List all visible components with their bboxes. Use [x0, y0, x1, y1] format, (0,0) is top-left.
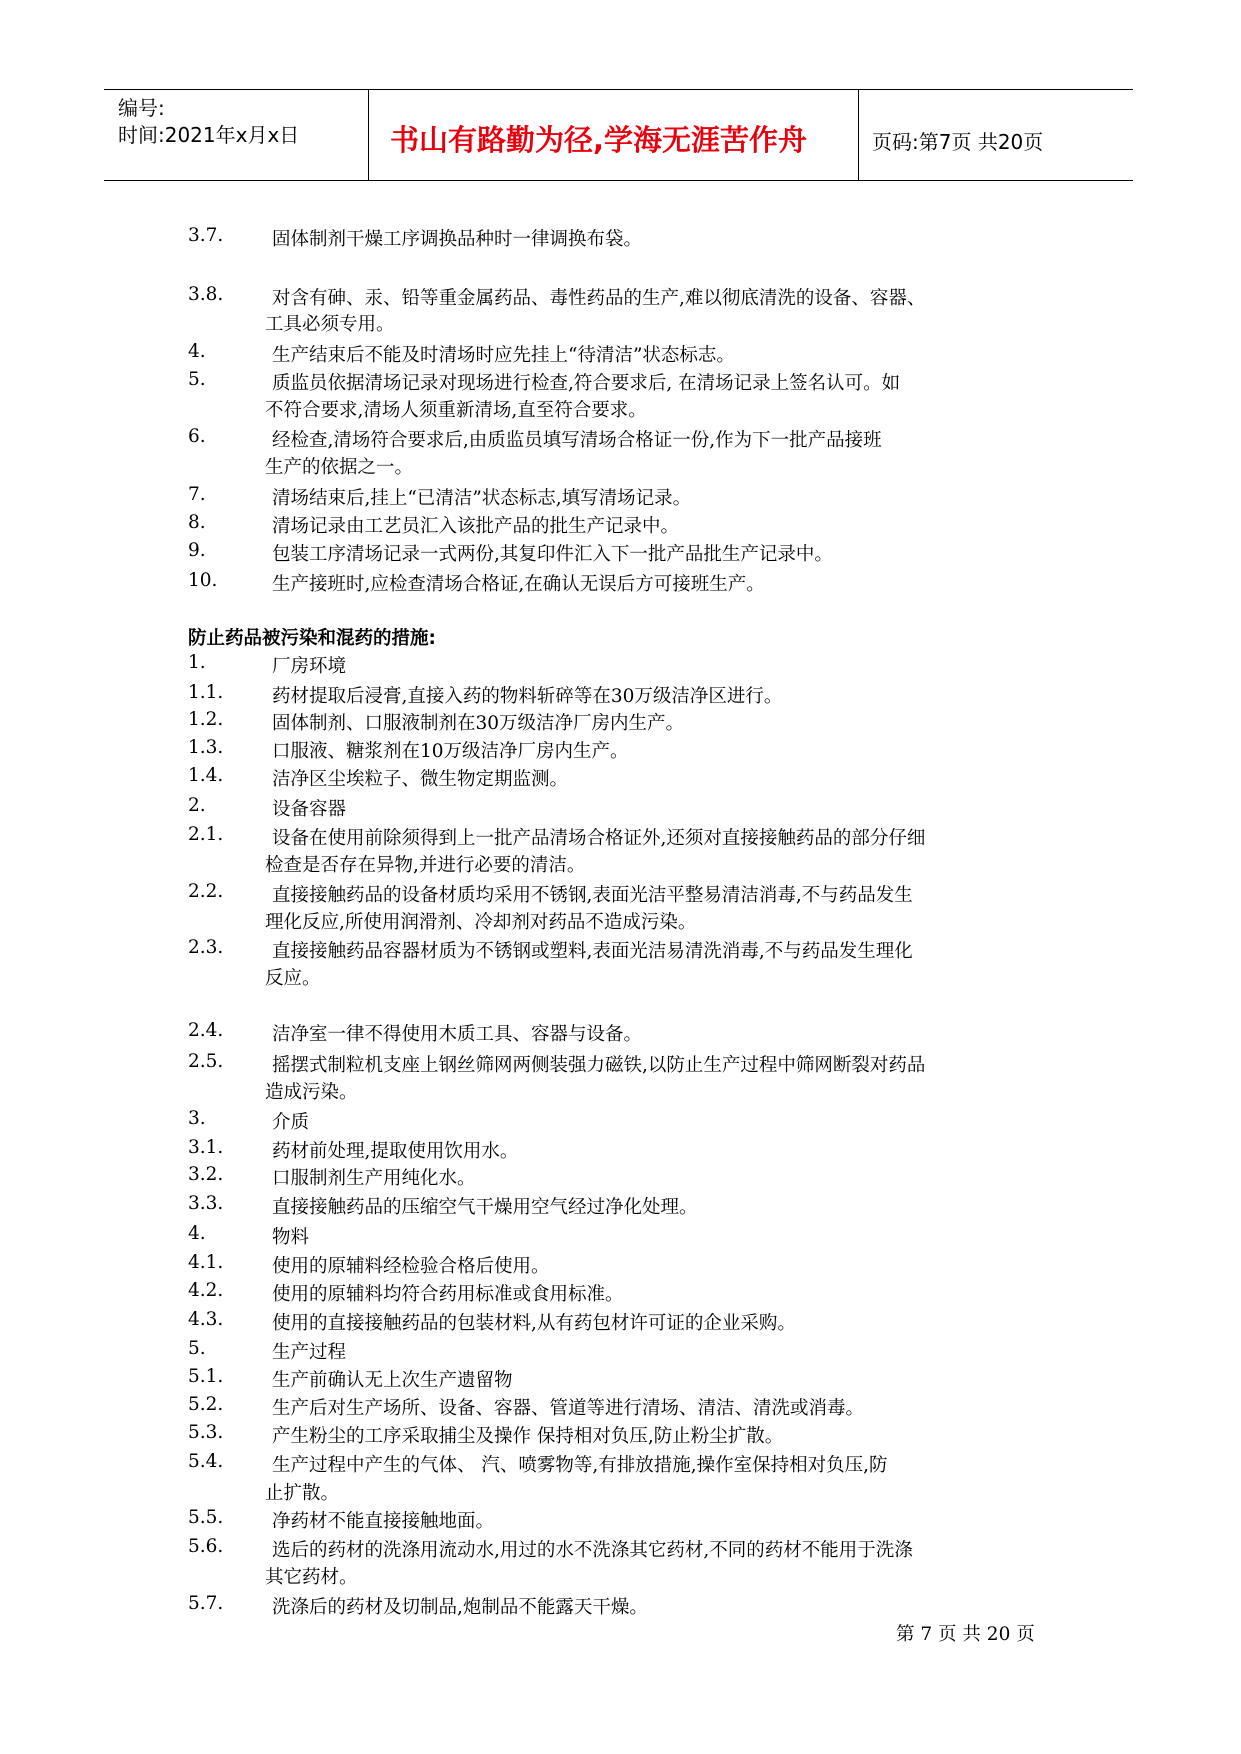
list-item-text: 口服液、糖浆剂在10万级洁净厂房内生产。 — [272, 741, 629, 762]
list-item-number: 3.8. — [188, 284, 224, 305]
list-item-continuation: 不符合要求,清场人须重新清场,直至符合要求。 — [265, 400, 647, 421]
list-item-number: 1.4. — [188, 765, 224, 786]
list-item-number: 4. — [188, 1223, 206, 1244]
list-item-number: 2.2. — [188, 881, 224, 902]
list-item-text: 净药材不能直接接触地面。 — [272, 1511, 495, 1532]
list-item-text: 生产过程 — [272, 1342, 347, 1363]
list-item-number: 3.2. — [188, 1164, 224, 1185]
list-item-text: 洁净区尘埃粒子、微生物定期监测。 — [272, 769, 569, 790]
list-item-text: 质监员依据清场记录对现场进行检查,符合要求后, 在清场记录上签名认可。如 — [272, 373, 901, 394]
list-item-number: 10. — [188, 570, 218, 591]
list-item-text: 生产后对生产场所、设备、容器、管道等进行清场、清洁、清洗或消毒。 — [272, 1398, 865, 1419]
page-footer: 第 7 页 共 20 页 — [896, 1624, 1035, 1645]
list-item-number: 2.3. — [188, 937, 224, 958]
list-item-text: 直接接触药品的设备材质均采用不锈钢,表面光洁平整易清洁消毒,不与药品发生 — [272, 885, 913, 906]
list-item-text: 选后的药材的洗涤用流动水,用过的水不洗涤其它药材,不同的药材不能用于洗涤 — [272, 1540, 913, 1561]
list-item-continuation: 其它药材。 — [265, 1567, 358, 1588]
list-item-number: 2.5. — [188, 1051, 224, 1072]
list-item-number: 1. — [188, 652, 206, 673]
list-item-text: 使用的原辅料经检验合格后使用。 — [272, 1256, 550, 1277]
list-item-text: 设备在使用前除须得到上一批产品清场合格证外,还须对直接接触药品的部分仔细 — [272, 828, 926, 849]
list-item-text: 清场记录由工艺员汇入该批产品的批生产记录中。 — [272, 516, 680, 537]
list-item-number: 3. — [188, 1108, 206, 1129]
list-item-number: 4.3. — [188, 1309, 224, 1330]
list-item-continuation: 止扩散。 — [265, 1483, 340, 1504]
section-title: 防止药品被污染和混药的措施: — [188, 628, 436, 649]
header-motto: 书山有路勤为径,学海无涯苦作舟 — [390, 123, 808, 157]
list-item-text: 生产前确认无上次生产遗留物 — [272, 1370, 513, 1391]
list-item-number: 4. — [188, 341, 206, 362]
list-item-text: 固体制剂干燥工序调换品种时一律调换布袋。 — [272, 229, 643, 250]
list-item-text: 介质 — [272, 1112, 310, 1133]
list-item-text: 对含有砷、汞、铅等重金属药品、毒性药品的生产,难以彻底清洗的设备、容器、 — [272, 288, 926, 309]
list-item-number: 7. — [188, 484, 206, 505]
header-code-label: 编号: — [118, 96, 165, 120]
list-item-number: 4.1. — [188, 1252, 224, 1273]
header-divider-left — [368, 90, 369, 180]
list-item-text: 经检查,清场符合要求后,由质监员填写清场合格证一份,作为下一批产品接班 — [272, 430, 882, 451]
list-item-text: 药材提取后浸膏,直接入药的物料斩碎等在30万级洁净区进行。 — [272, 686, 783, 707]
list-item-text: 直接接触药品容器材质为不锈钢或塑料,表面光洁易清洗消毒,不与药品发生理化 — [272, 941, 913, 962]
list-item-text: 生产过程中产生的气体、 汽、喷雾物等,有排放措施,操作室保持相对负压,防 — [272, 1455, 888, 1476]
list-item-text: 包装工序清场记录一式两份,其复印件汇入下一批产品批生产记录中。 — [272, 544, 833, 565]
list-item-number: 8. — [188, 512, 206, 533]
list-item-continuation: 生产的依据之一。 — [265, 457, 414, 478]
list-item-number: 2. — [188, 795, 206, 816]
list-item-number: 5.1. — [188, 1366, 224, 1387]
list-item-text: 摇摆式制粒机支座上钢丝筛网两侧装强力磁铁,以防止生产过程中筛网断裂对药品 — [272, 1055, 926, 1076]
header-divider-right — [858, 90, 859, 180]
list-item-text: 生产接班时,应检查清场合格证,在确认无误后方可接班生产。 — [272, 574, 765, 595]
list-item-text: 口服制剂生产用纯化水。 — [272, 1168, 476, 1189]
list-item-number: 5.7. — [188, 1593, 224, 1614]
list-item-text: 产生粉尘的工序采取捕尘及操作 保持相对负压,防止粉尘扩散。 — [272, 1426, 784, 1447]
list-item-number: 3.7. — [188, 225, 224, 246]
list-item-number: 6. — [188, 426, 206, 447]
list-item-number: 5. — [188, 369, 206, 390]
list-item-continuation: 反应。 — [265, 968, 321, 989]
list-item-continuation: 工具必须专用。 — [265, 314, 395, 335]
list-item-number: 2.4. — [188, 1020, 224, 1041]
list-item-text: 洗涤后的药材及切制品,炮制品不能露天干燥。 — [272, 1597, 648, 1618]
list-item-number: 5.3. — [188, 1422, 224, 1443]
list-item-text: 使用的直接接触药品的包装材料,从有药包材许可证的企业采购。 — [272, 1313, 796, 1334]
list-item-number: 1.1. — [188, 682, 224, 703]
list-item-text: 固体制剂、口服液制剂在30万级洁净厂房内生产。 — [272, 713, 685, 734]
list-item-text: 药材前处理,提取使用饮用水。 — [272, 1141, 519, 1162]
list-item-text: 生产结束后不能及时清场时应先挂上“待清洁”状态标志。 — [272, 345, 735, 366]
list-item-number: 1.3. — [188, 737, 224, 758]
list-item-number: 5. — [188, 1338, 206, 1359]
list-item-number: 3.1. — [188, 1137, 224, 1158]
list-item-number: 3.3. — [188, 1193, 224, 1214]
list-item-continuation: 理化反应,所使用润滑剂、冷却剂对药品不造成污染。 — [265, 912, 697, 933]
list-item-continuation: 检查是否存在异物,并进行必要的清洁。 — [265, 855, 586, 876]
header-time-label: 时间:2021年x月x日 — [118, 123, 300, 147]
list-item-text: 使用的原辅料均符合药用标准或食用标准。 — [272, 1284, 624, 1305]
list-item-number: 2.1. — [188, 824, 224, 845]
list-item-text: 厂房环境 — [272, 656, 347, 677]
list-item-text: 洁净室一律不得使用木质工具、容器与设备。 — [272, 1024, 643, 1045]
header-page-label: 页码:第7页 共20页 — [872, 130, 1044, 154]
list-item-text: 清场结束后,挂上“已清洁”状态标志,填写清场记录。 — [272, 488, 692, 509]
list-item-text: 物料 — [272, 1227, 310, 1248]
list-item-number: 5.5. — [188, 1507, 224, 1528]
list-item-number: 5.4. — [188, 1451, 224, 1472]
list-item-continuation: 造成污染。 — [265, 1082, 358, 1103]
list-item-number: 4.2. — [188, 1280, 224, 1301]
list-item-number: 1.2. — [188, 709, 224, 730]
list-item-number: 9. — [188, 540, 206, 561]
list-item-text: 设备容器 — [272, 799, 347, 820]
list-item-number: 5.6. — [188, 1536, 224, 1557]
list-item-text: 直接接触药品的压缩空气干燥用空气经过净化处理。 — [272, 1197, 698, 1218]
list-item-number: 5.2. — [188, 1394, 224, 1415]
